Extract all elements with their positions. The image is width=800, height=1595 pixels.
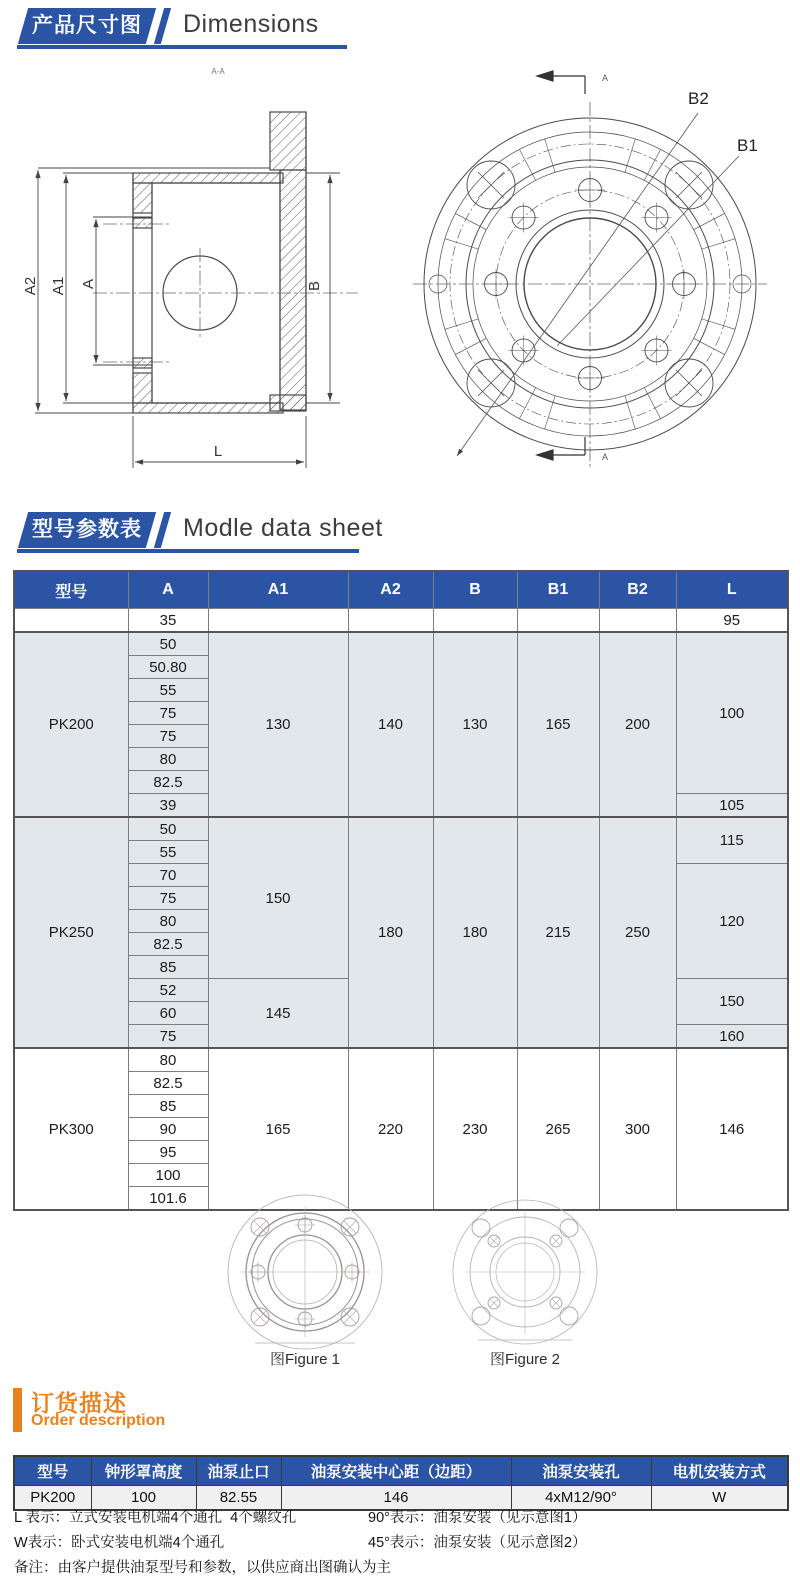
order-description-header: [13, 1385, 413, 1437]
section-underline: [17, 45, 347, 49]
dim-a2-label: A2: [22, 276, 39, 296]
value-cell: 80: [128, 910, 208, 933]
order-table-header-row: [14, 1456, 788, 1486]
value-cell: 50.80: [128, 656, 208, 679]
value-cell: 220: [348, 1048, 433, 1210]
dim-a-label: A: [80, 278, 97, 290]
model-table-header-cell: B2: [599, 571, 676, 609]
value-cell: 215: [517, 817, 599, 1048]
value-cell: 165: [517, 632, 599, 817]
value-cell: [517, 609, 599, 633]
order-table-header-cell: 油泵安装中心距（边距）: [281, 1456, 511, 1486]
model-data-table: [13, 570, 789, 1211]
figure1-caption: 图Figure 1: [269, 1351, 341, 1368]
value-cell: 150: [208, 817, 348, 979]
section-arrow-top-label: A: [602, 73, 609, 83]
value-cell: 60: [128, 1002, 208, 1025]
side-section-drawing: [8, 58, 393, 483]
model-table-header-cell: A1: [208, 571, 348, 609]
value-cell: 85: [128, 956, 208, 979]
value-cell: 160: [676, 1025, 788, 1049]
order-table-wrap: [13, 1455, 787, 1511]
value-cell: [599, 609, 676, 633]
section-title-en: Dimensions: [183, 10, 319, 38]
model-cell: PK300: [14, 1048, 128, 1210]
model-cell: PK200: [14, 632, 128, 817]
value-cell: 95: [128, 1141, 208, 1164]
value-cell: 101.6: [128, 1187, 208, 1211]
value-cell: 300: [599, 1048, 676, 1210]
value-cell: 75: [128, 887, 208, 910]
model-table-header-cell: B1: [517, 571, 599, 609]
section-title-zh: 产品尺寸图: [32, 14, 142, 37]
value-cell: 150: [676, 979, 788, 1025]
order-title-en: Order description: [31, 1412, 166, 1429]
value-cell: 39: [128, 794, 208, 818]
value-cell: 82.5: [128, 933, 208, 956]
figure2-drawing: [430, 1192, 620, 1352]
value-cell: 145: [208, 979, 348, 1049]
note-line: 90°表示：油泵安装（见示意图1）: [368, 1510, 587, 1526]
value-cell: 82.5: [128, 771, 208, 794]
value-cell: 100: [128, 1164, 208, 1187]
model-table-row: [14, 1048, 788, 1072]
model-table-header-row: [14, 571, 788, 609]
value-cell: 75: [128, 725, 208, 748]
value-cell: 50: [128, 632, 208, 656]
model-table-header-cell: A: [128, 571, 208, 609]
value-cell: 146: [676, 1048, 788, 1210]
model-cell: [14, 609, 128, 633]
model-table-header-cell: L: [676, 571, 788, 609]
value-cell: 70: [128, 864, 208, 887]
order-table-cell: 146: [281, 1486, 511, 1511]
dim-l-label: L: [213, 443, 223, 460]
note-line: W表示：卧式安装电机端4个通孔: [14, 1535, 225, 1551]
value-cell: 52: [128, 979, 208, 1002]
value-cell: [348, 609, 433, 633]
value-cell: 130: [433, 632, 517, 817]
model-table-row: [14, 817, 788, 841]
value-cell: 120: [676, 864, 788, 979]
value-cell: 75: [128, 702, 208, 725]
section-title-zh: 型号参数表: [32, 518, 142, 541]
badge-sliver: [154, 8, 171, 44]
value-cell: 50: [128, 817, 208, 841]
orange-bar: [13, 1388, 22, 1432]
value-cell: [433, 609, 517, 633]
value-cell: 180: [348, 817, 433, 1048]
value-cell: 55: [128, 841, 208, 864]
order-table-cell: 4xM12/90°: [511, 1486, 651, 1511]
value-cell: 130: [208, 632, 348, 817]
value-cell: 82.5: [128, 1072, 208, 1095]
value-cell: 200: [599, 632, 676, 817]
note-line: L 表示：立式安装电机端4个通孔 4个螺纹孔: [14, 1510, 297, 1526]
note-line: 45°表示：油泵安装（见示意图2）: [368, 1535, 587, 1551]
order-table-header-cell: 电机安装方式: [651, 1456, 788, 1486]
value-cell: 75: [128, 1025, 208, 1049]
value-cell: 105: [676, 794, 788, 818]
notes-left: [14, 1506, 391, 1581]
figure2-caption: 图Figure 2: [489, 1351, 561, 1368]
value-cell: [208, 609, 348, 633]
value-cell: 140: [348, 632, 433, 817]
order-table-header-cell: 油泵安装孔: [511, 1456, 651, 1486]
dim-b-label: B: [306, 280, 323, 292]
value-cell: 55: [128, 679, 208, 702]
order-table-cell: PK200: [14, 1486, 91, 1511]
order-title-zh: 订货描述: [31, 1390, 127, 1416]
section-mark-label: A-A: [211, 67, 225, 76]
value-cell: 180: [433, 817, 517, 1048]
value-cell: 230: [433, 1048, 517, 1210]
section-title-en: Modle data sheet: [183, 514, 383, 542]
value-cell: 35: [128, 609, 208, 633]
front-flange-drawing: [395, 58, 795, 483]
section-badge: [18, 8, 156, 44]
model-table-header-cell: 型号: [14, 571, 128, 609]
section-arrow-bottom-label: A: [602, 452, 609, 462]
model-data-table-wrap: [13, 570, 787, 1211]
value-cell: 90: [128, 1118, 208, 1141]
order-table-header-cell: 钟形罩高度: [91, 1456, 196, 1486]
value-cell: 80: [128, 1048, 208, 1072]
notes-right: [368, 1506, 668, 1556]
value-cell: 165: [208, 1048, 348, 1210]
order-table-header-cell: 型号: [14, 1456, 91, 1486]
value-cell: 115: [676, 817, 788, 864]
value-cell: 95: [676, 609, 788, 633]
model-table-header-cell: A2: [348, 571, 433, 609]
order-table-cell: 82.55: [196, 1486, 281, 1511]
dim-b2-label: B2: [688, 89, 709, 108]
dim-b1-label: B1: [737, 136, 758, 155]
model-cell: PK250: [14, 817, 128, 1048]
model-table-row: [14, 609, 788, 633]
value-cell: 250: [599, 817, 676, 1048]
dim-a1-label: A1: [50, 276, 67, 296]
order-table-cell: 100: [91, 1486, 196, 1511]
note-line: 备注：由客户提供油泵型号和参数，以供应商出图确认为主: [14, 1560, 391, 1576]
section-badge: [18, 512, 156, 548]
value-cell: 100: [676, 632, 788, 794]
badge-sliver: [154, 512, 171, 548]
value-cell: 85: [128, 1095, 208, 1118]
figure1-drawing: [210, 1192, 400, 1352]
model-table-row: [14, 632, 788, 656]
section-header-dimensions: [13, 8, 793, 54]
value-cell: 80: [128, 748, 208, 771]
order-table-header-cell: 油泵止口: [196, 1456, 281, 1486]
section-underline: [17, 549, 359, 553]
order-table: [13, 1455, 789, 1511]
value-cell: 265: [517, 1048, 599, 1210]
model-table-header-cell: B: [433, 571, 517, 609]
order-table-cell: W: [651, 1486, 788, 1511]
section-header-datasheet: [13, 512, 793, 558]
